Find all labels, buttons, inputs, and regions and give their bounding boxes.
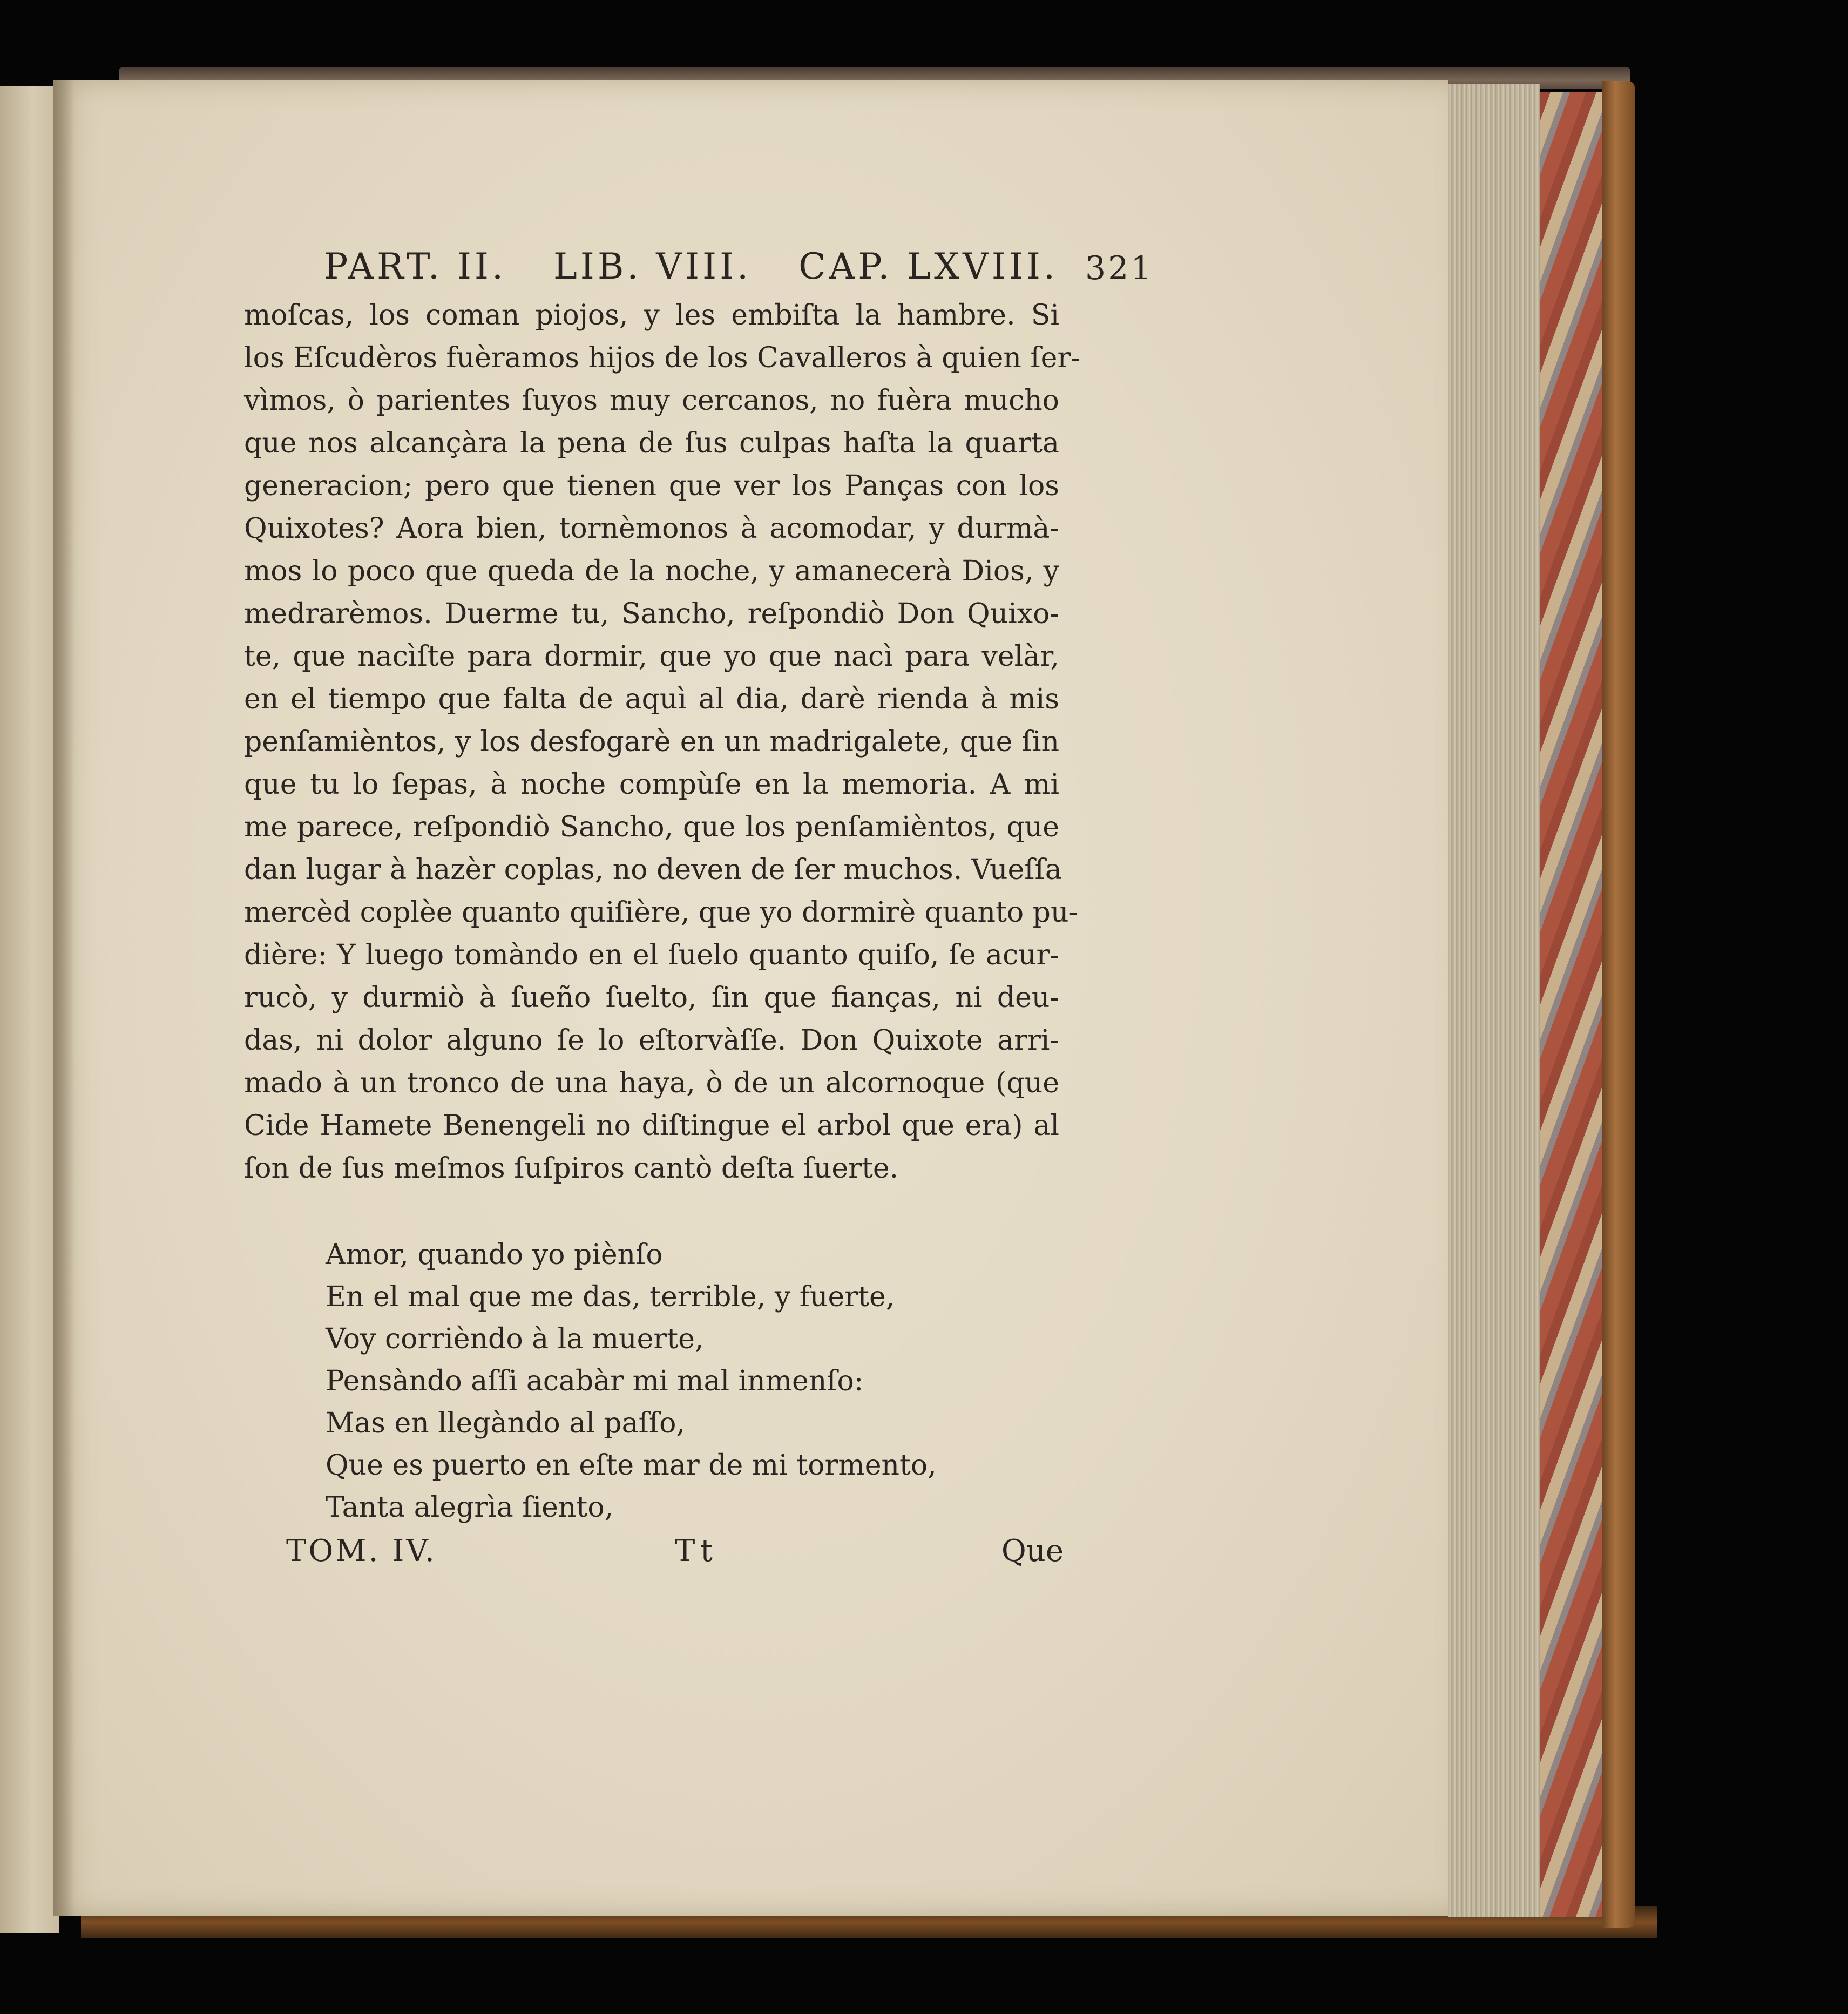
catchword: Que xyxy=(1001,1533,1064,1569)
running-head-part: PART. II. xyxy=(324,246,506,287)
body-line: das, ni dolor alguno ſe lo eſtorvàſſe. Don Quixote arri- xyxy=(244,1024,1059,1057)
signature-mark: Tt xyxy=(675,1533,718,1569)
body-line: que nos alcançàra la pena de ſus culpas haſta la quarta xyxy=(244,427,1059,459)
body-line: los Eſcudèros fuèramos hijos de los Cavalleros à quien ſer- xyxy=(244,342,1080,374)
body-line: mado à un tronco de una haya, ò de un alcornoque (que xyxy=(244,1067,1059,1099)
verse-line: Voy corrièndo à la muerte, xyxy=(326,1323,704,1355)
body-line: que tu lo ſepas, à noche compùſe en la memoria. A mi xyxy=(244,768,1059,801)
body-line: Quixotes? Aora bien, tornèmonos à acomodar, y durmà- xyxy=(244,512,1059,545)
body-line: me parece, reſpondiò Sancho, que los penſamièntos, que xyxy=(244,811,1059,843)
verse-line: Mas en llegàndo al paſſo, xyxy=(326,1407,685,1439)
verse-block xyxy=(326,1234,1027,1529)
body-line: mercèd coplèe quanto quiſière, que yo dormirè quanto pu- xyxy=(244,896,1079,929)
body-line: penſamièntos, y los desfogarè en un madrigalete, que ſin xyxy=(244,726,1059,758)
verse-line: Pensàndo aſſi acabàr mi mal inmenſo: xyxy=(326,1365,864,1397)
body-line: te, que nacìſte para dormir, que yo que nacì para velàr, xyxy=(244,640,1059,673)
verse-line: Que es puerto en eſte mar de mi tormento, xyxy=(326,1449,937,1482)
body-line: dière: Y luego tomàndo en el ſuelo quanto quiſo, ſe acur- xyxy=(244,939,1059,971)
body-line: medrarèmos. Duerme tu, Sancho, reſpondiò Don Quixo- xyxy=(244,598,1059,630)
page-footer xyxy=(286,1533,1064,1577)
page-number: 321 xyxy=(1085,249,1154,287)
body-line: ſon de ſus meſmos ſuſpiros cantò deſta ſuerte. xyxy=(244,1152,899,1185)
verse-line: Amor, quando yo piènſo xyxy=(326,1239,663,1271)
verse-line: En el mal que me das, terrible, y fuerte, xyxy=(326,1281,895,1313)
marbled-endpaper xyxy=(1540,92,1602,1917)
body-line: Cide Hamete Benengeli no diſtingue el arbol que era) al xyxy=(244,1110,1059,1142)
body-line: mos lo poco que queda de la noche, y amanecerà Dios, y xyxy=(244,555,1059,587)
running-head xyxy=(324,246,1091,287)
body-line: en el tiempo que falta de aquì al dia, darè rienda à mis xyxy=(244,683,1059,715)
running-head-book: LIB. VIII. xyxy=(553,246,752,287)
page-block-edges xyxy=(1448,84,1540,1917)
body-line: moſcas, los coman piojos, y les embiſta la hambre. Si xyxy=(244,299,1059,332)
body-line: dan lugar à hazèr coplas, no deven de ſer muchos. Vueſſa xyxy=(244,854,1062,886)
body-line: rucò, y durmiò à ſueño ſuelto, ſin que fianças, ni deu- xyxy=(244,982,1059,1014)
volume-mark: TOM. IV. xyxy=(286,1533,437,1569)
verse-line: Tanta alegrìa ſiento, xyxy=(326,1491,614,1524)
page-gutter-shadow xyxy=(53,80,75,1916)
leather-binding xyxy=(1602,81,1635,1928)
facing-page-edge xyxy=(0,86,59,1933)
body-text xyxy=(244,294,1080,1190)
body-line: vìmos, ò parientes ſuyos muy cercanos, no fuèra mucho xyxy=(244,384,1059,417)
running-head-chapter: CAP. LXVIII. xyxy=(798,246,1058,287)
body-line: generacion; pero que tienen que ver los Panças con los xyxy=(244,470,1059,502)
